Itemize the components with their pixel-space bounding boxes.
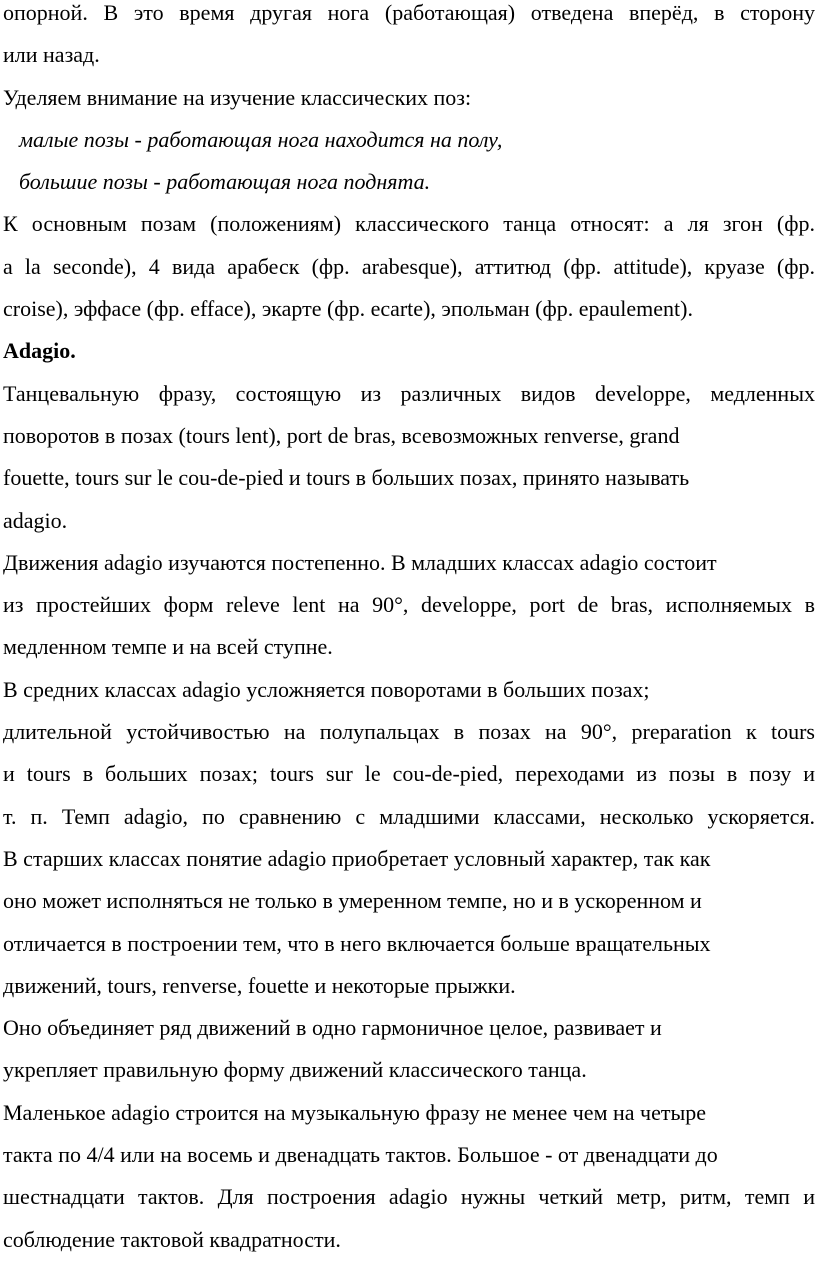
text-line: Оно объединяет ряд движений в одно гармоничное целое, развивает и (3, 1015, 662, 1041)
text-line: fouette, tours sur le cou-de-pied и tours в больших позах, принято называть (3, 465, 690, 491)
text-line: длительной устойчивостью на полупальцах в позах на 90°, preparation к tours (3, 719, 815, 745)
section-heading: Adagio. (3, 338, 76, 364)
text-line: или назад. (3, 42, 100, 68)
italic-text-line: малые позы - работающая нога находится на полу, (19, 126, 503, 152)
text-line: соблюдение тактовой квадратности. (3, 1226, 341, 1252)
text-line: опорной. В это время другая нога (работающая) отведена вперёд, в сторону (3, 0, 815, 25)
text-line: т. п. Темп adagio, по сравнению с младшими классами, несколько ускоряется. (3, 803, 815, 829)
text-line: Движения adagio изучаются постепенно. В младших классах adagio состоит (3, 549, 717, 575)
text-line: В старших классах понятие adagio приобретает условный характер, так как (3, 845, 711, 871)
text-line: и tours в больших позах; tours sur le cou-de-pied, переходами из позы в позу и (3, 761, 815, 787)
text-line: такта по 4/4 или на восемь и двенадцать тактов. Большое - от двенадцати до (3, 1142, 718, 1168)
text-line: croise), эффасе (фр. efface), экарте (фр. ecarte), эпольман (фр. epaulement). (3, 296, 693, 322)
text-line: движений, tours, renverse, fouette и некоторые прыжки. (3, 972, 516, 998)
text-line: Маленькое adagio строится на музыкальную фразу не менее чем на четыре (3, 1099, 707, 1125)
document-page (3, 0, 815, 1261)
text-line: шестнадцати тактов. Для построения adagio нужны четкий метр, ритм, темп и (3, 1184, 815, 1210)
text-line: В средних классах adagio усложняется поворотами в больших позах; (3, 676, 650, 702)
text-line: отличается в построении тем, что в него включается больше вращательных (3, 930, 711, 956)
text-line: Уделяем внимание на изучение классических поз: (3, 84, 472, 110)
text-line: укрепляет правильную форму движений классического танца. (3, 1057, 587, 1083)
text-line: К основным позам (положениям) классического танца относят: а ля згон (фр. (3, 211, 815, 237)
text-line: Танцевальную фразу, состоящую из различных видов developpe, медленных (3, 380, 815, 406)
italic-text-line: большие позы - работающая нога поднята. (19, 169, 431, 195)
text-line: из простейших форм releve lent на 90°, developpe, port de bras, исполняемых в (3, 592, 815, 618)
text-line: поворотов в позах (tours lent), port de bras, всевозможных renverse, grand (3, 422, 680, 448)
text-line: медленном темпе и на всей ступне. (3, 634, 333, 660)
text-line: оно может исполняться не только в умеренном темпе, но и в ускоренном и (3, 888, 702, 914)
text-line: a la seconde), 4 вида арабеск (фр. arabesque), аттитюд (фр. attitude), круазе (фр. (3, 253, 815, 279)
text-line: adagio. (3, 507, 68, 533)
